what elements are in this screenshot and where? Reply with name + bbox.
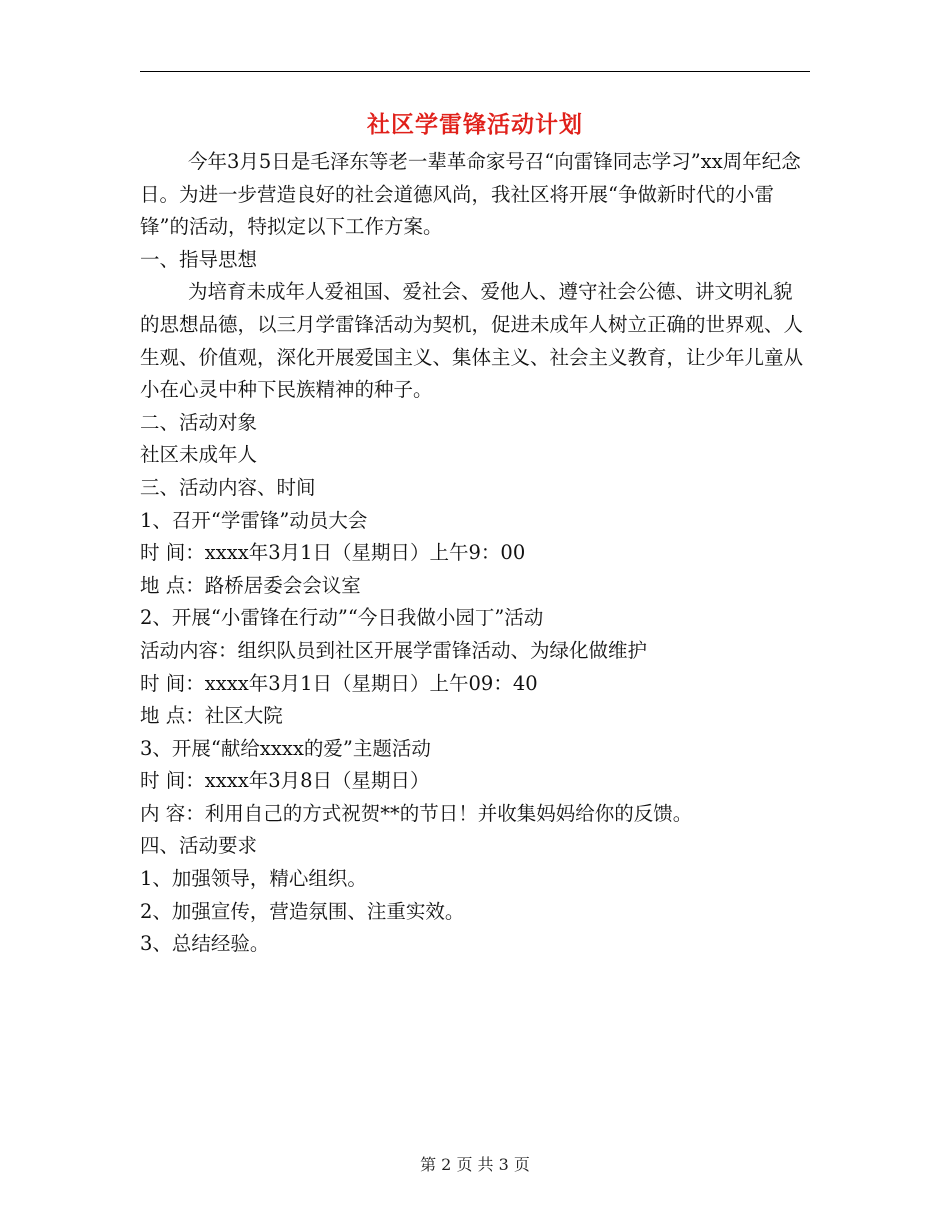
item-2-title: 2、开展“小雷锋在行动”“今日我做小园丁”活动 [140, 606, 544, 630]
item-1-time: 时 间：xxxx年3月1日（星期日）上午9：00 [140, 541, 526, 565]
item-1-place: 地 点：路桥居委会会议室 [140, 573, 361, 597]
section-1-body: 为培育未成年人爱祖国、爱社会、爱他人、遵守社会公德、讲文明礼貌的思想品德，以三月学雷锋活动为契机，促进未成年人树立正确的世界观、人生观、价值观，深化开展爱国主义、集体主义、社会主义教育，让少年儿童从小在心灵中种下民族精神的种子。 [140, 280, 804, 402]
item-3-time: 时 间：xxxx年3月8日（星期日） [140, 769, 430, 793]
item-2-place: 地 点：社区大院 [140, 704, 283, 728]
section-2-heading: 二、活动对象 [140, 410, 258, 434]
document-title: 社区学雷锋活动计划 [367, 111, 583, 138]
item-2-content: 活动内容：组织队员到社区开展学雷锋活动、为绿化做维护 [140, 638, 648, 662]
header-rule [140, 71, 810, 72]
item-2-time: 时 间：xxxx年3月1日（星期日）上午09：40 [140, 671, 538, 695]
item-3-title: 3、开展“献给xxxx的爱”主题活动 [140, 736, 431, 760]
intro-paragraph: 今年3月5日是毛泽东等老一辈革命家号召“向雷锋同志学习”xx周年纪念日。为进一步营造良好的社会道德风尚，我社区将开展“争做新时代的小雷锋”的活动，特拟定以下工作方案。 [140, 150, 801, 239]
requirement-3: 3、总结经验。 [140, 932, 270, 956]
section-1-heading: 一、指导思想 [140, 247, 258, 271]
requirement-2: 2、加强宣传，营造氛围、注重实效。 [140, 899, 465, 923]
document-body [140, 146, 810, 961]
item-3-content: 内 容：利用自己的方式祝贺**的节日！并收集妈妈给你的反馈。 [140, 801, 693, 825]
requirement-1: 1、加强领导，精心组织。 [140, 867, 367, 891]
section-2-body: 社区未成年人 [140, 443, 258, 467]
section-4-heading: 四、活动要求 [140, 834, 258, 858]
item-1-title: 1、召开“学雷锋”动员大会 [140, 508, 368, 532]
page-number: 第 2 页 共 3 页 [420, 1155, 530, 1174]
section-3-heading: 三、活动内容、时间 [140, 475, 316, 499]
